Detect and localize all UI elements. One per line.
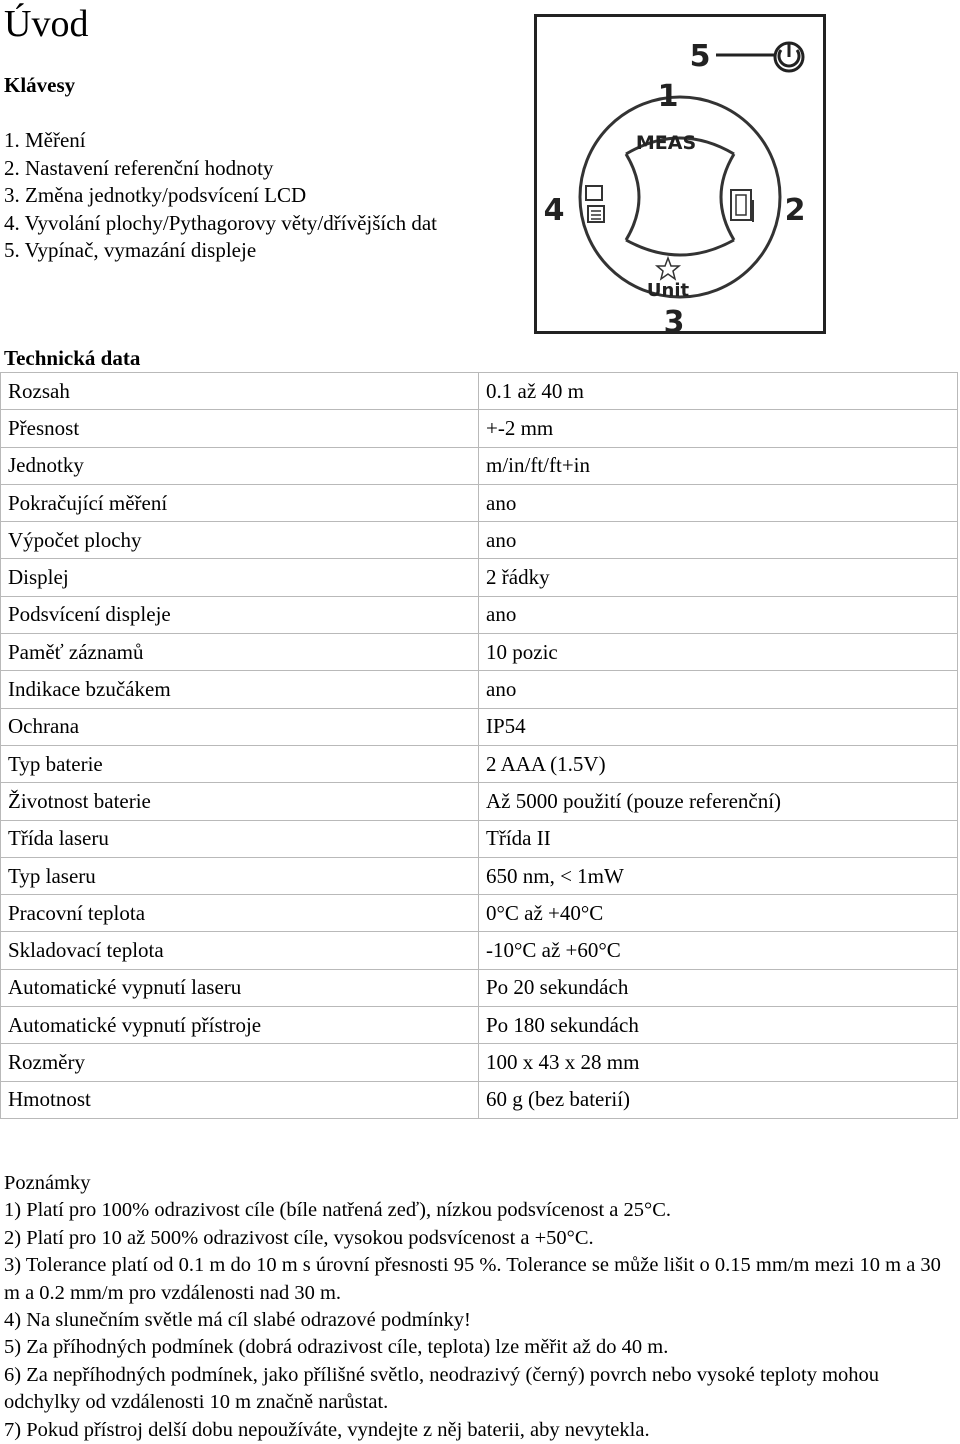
notes-section [4,1170,958,1444]
note-item: 5) Za příhodných podmínek (dobrá odrazivost cíle, teplota) lze měřit až do 40 m. [4,1336,669,1359]
key-number-1: 1 [657,79,679,114]
keys-list [4,127,437,265]
key-number-4: 4 [543,193,565,228]
spec-label: Paměť záznamů [1,634,479,671]
spec-row [1,484,958,521]
spec-value: Třída II [479,820,958,857]
spec-label: Typ laseru [1,857,479,894]
spec-value: ano [479,522,958,559]
spec-row [1,596,958,633]
spec-row [1,745,958,782]
spec-row [1,447,958,484]
spec-label: Rozměry [1,1044,479,1081]
spec-value: 0.1 až 40 m [479,373,958,410]
spec-row [1,522,958,559]
spec-label: Životnost baterie [1,783,479,820]
spec-value: IP54 [479,708,958,745]
spec-value: 650 nm, < 1mW [479,857,958,894]
spec-value: +-2 mm [479,410,958,447]
spec-value: 100 x 43 x 28 mm [479,1044,958,1081]
spec-value: 0°C až +40°C [479,895,958,932]
spec-row [1,708,958,745]
spec-label: Automatické vypnutí laseru [1,969,479,1006]
spec-row [1,1044,958,1081]
spec-value: ano [479,671,958,708]
spec-label: Indikace bzučákem [1,671,479,708]
spec-label: Hmotnost [1,1081,479,1118]
spec-value: -10°C až +60°C [479,932,958,969]
spec-row [1,559,958,596]
spec-row [1,820,958,857]
note-item: 6) Za nepříhodných podmínek, jako přílišné světlo, neodrazivý (černý) povrch nebo vysoké teploty mohou odchylky od vzdálenosti 10 m značně narůstat. [4,1363,880,1414]
spec-row [1,1007,958,1044]
unit-label: Unit [646,280,690,301]
spec-label: Jednotky [1,447,479,484]
spec-label: Displej [1,559,479,596]
spec-value: 60 g (bez baterií) [479,1081,958,1118]
spec-value: m/in/ft/ft+in [479,447,958,484]
spec-label: Skladovací teplota [1,932,479,969]
spec-row [1,671,958,708]
spec-value: Po 180 sekundách [479,1007,958,1044]
spec-label: Pokračující měření [1,484,479,521]
spec-value: ano [479,596,958,633]
meas-label: MEAS [635,132,697,154]
spec-row [1,634,958,671]
spec-label: Přesnost [1,410,479,447]
key-item: 3. Změna jednotky/podsvícení LCD [4,183,307,207]
note-item: 7) Pokud přístroj delší dobu nepoužíváte, vyndejte z něj baterii, aby nevytekla. [4,1418,650,1441]
power-icon [775,43,803,71]
tech-data-heading: Technická data [4,346,141,370]
spec-label: Třída laseru [1,820,479,857]
spec-value: Po 20 sekundách [479,969,958,1006]
spec-row [1,857,958,894]
spec-row [1,932,958,969]
notes-heading: Poznámky [4,1172,91,1194]
key-number-5: 5 [689,39,711,74]
spec-label: Rozsah [1,373,479,410]
key-number-3: 3 [663,305,685,334]
spec-label: Automatické vypnutí přístroje [1,1007,479,1044]
key-item: 1. Měření [4,128,86,152]
spec-label: Podsvícení displeje [1,596,479,633]
page-title: Úvod [4,3,89,45]
spec-row [1,1081,958,1118]
spec-row [1,783,958,820]
spec-value: 2 AAA (1.5V) [479,745,958,782]
spec-table [0,372,958,1119]
spec-value: Až 5000 použití (pouze referenční) [479,783,958,820]
key-number-2: 2 [784,193,806,228]
note-item: 2) Platí pro 10 až 500% odrazivost cíle, vysokou podsvícenost a +50°C. [4,1226,594,1249]
keys-heading: Klávesy [4,73,76,97]
key-item: 5. Vypínač, vymazání displeje [4,238,257,262]
key-item: 2. Nastavení referenční hodnoty [4,155,274,180]
spec-row [1,969,958,1006]
spec-value: 10 pozic [479,634,958,671]
spec-label: Výpočet plochy [1,522,479,559]
spec-label: Typ baterie [1,745,479,782]
spec-row [1,410,958,447]
spec-value: ano [479,484,958,521]
note-item: 4) Na slunečním světle má cíl slabé odrazové podmínky! [4,1309,471,1332]
key-item: 4. Vyvolání plochy/Pythagorovy věty/dřívějších dat [4,210,437,235]
spec-row [1,373,958,410]
spec-label: Pracovní teplota [1,895,479,932]
spec-row [1,895,958,932]
spec-label: Ochrana [1,708,479,745]
note-item: 1) Platí pro 100% odrazivost cíle (bíle natřená zeď), nízkou podsvícenost a 25°C. [4,1199,672,1222]
spec-value: 2 řádky [479,559,958,596]
keypad-diagram [534,14,826,334]
note-item: 3) Tolerance platí od 0.1 m do 10 m s úrovní přesnosti 95 %. Tolerance se může lišit o 0.15 mm/m mezi 10 m a 30 m a 0.2 mm/m pro vzdálenosti nad 30 m. [4,1254,941,1304]
